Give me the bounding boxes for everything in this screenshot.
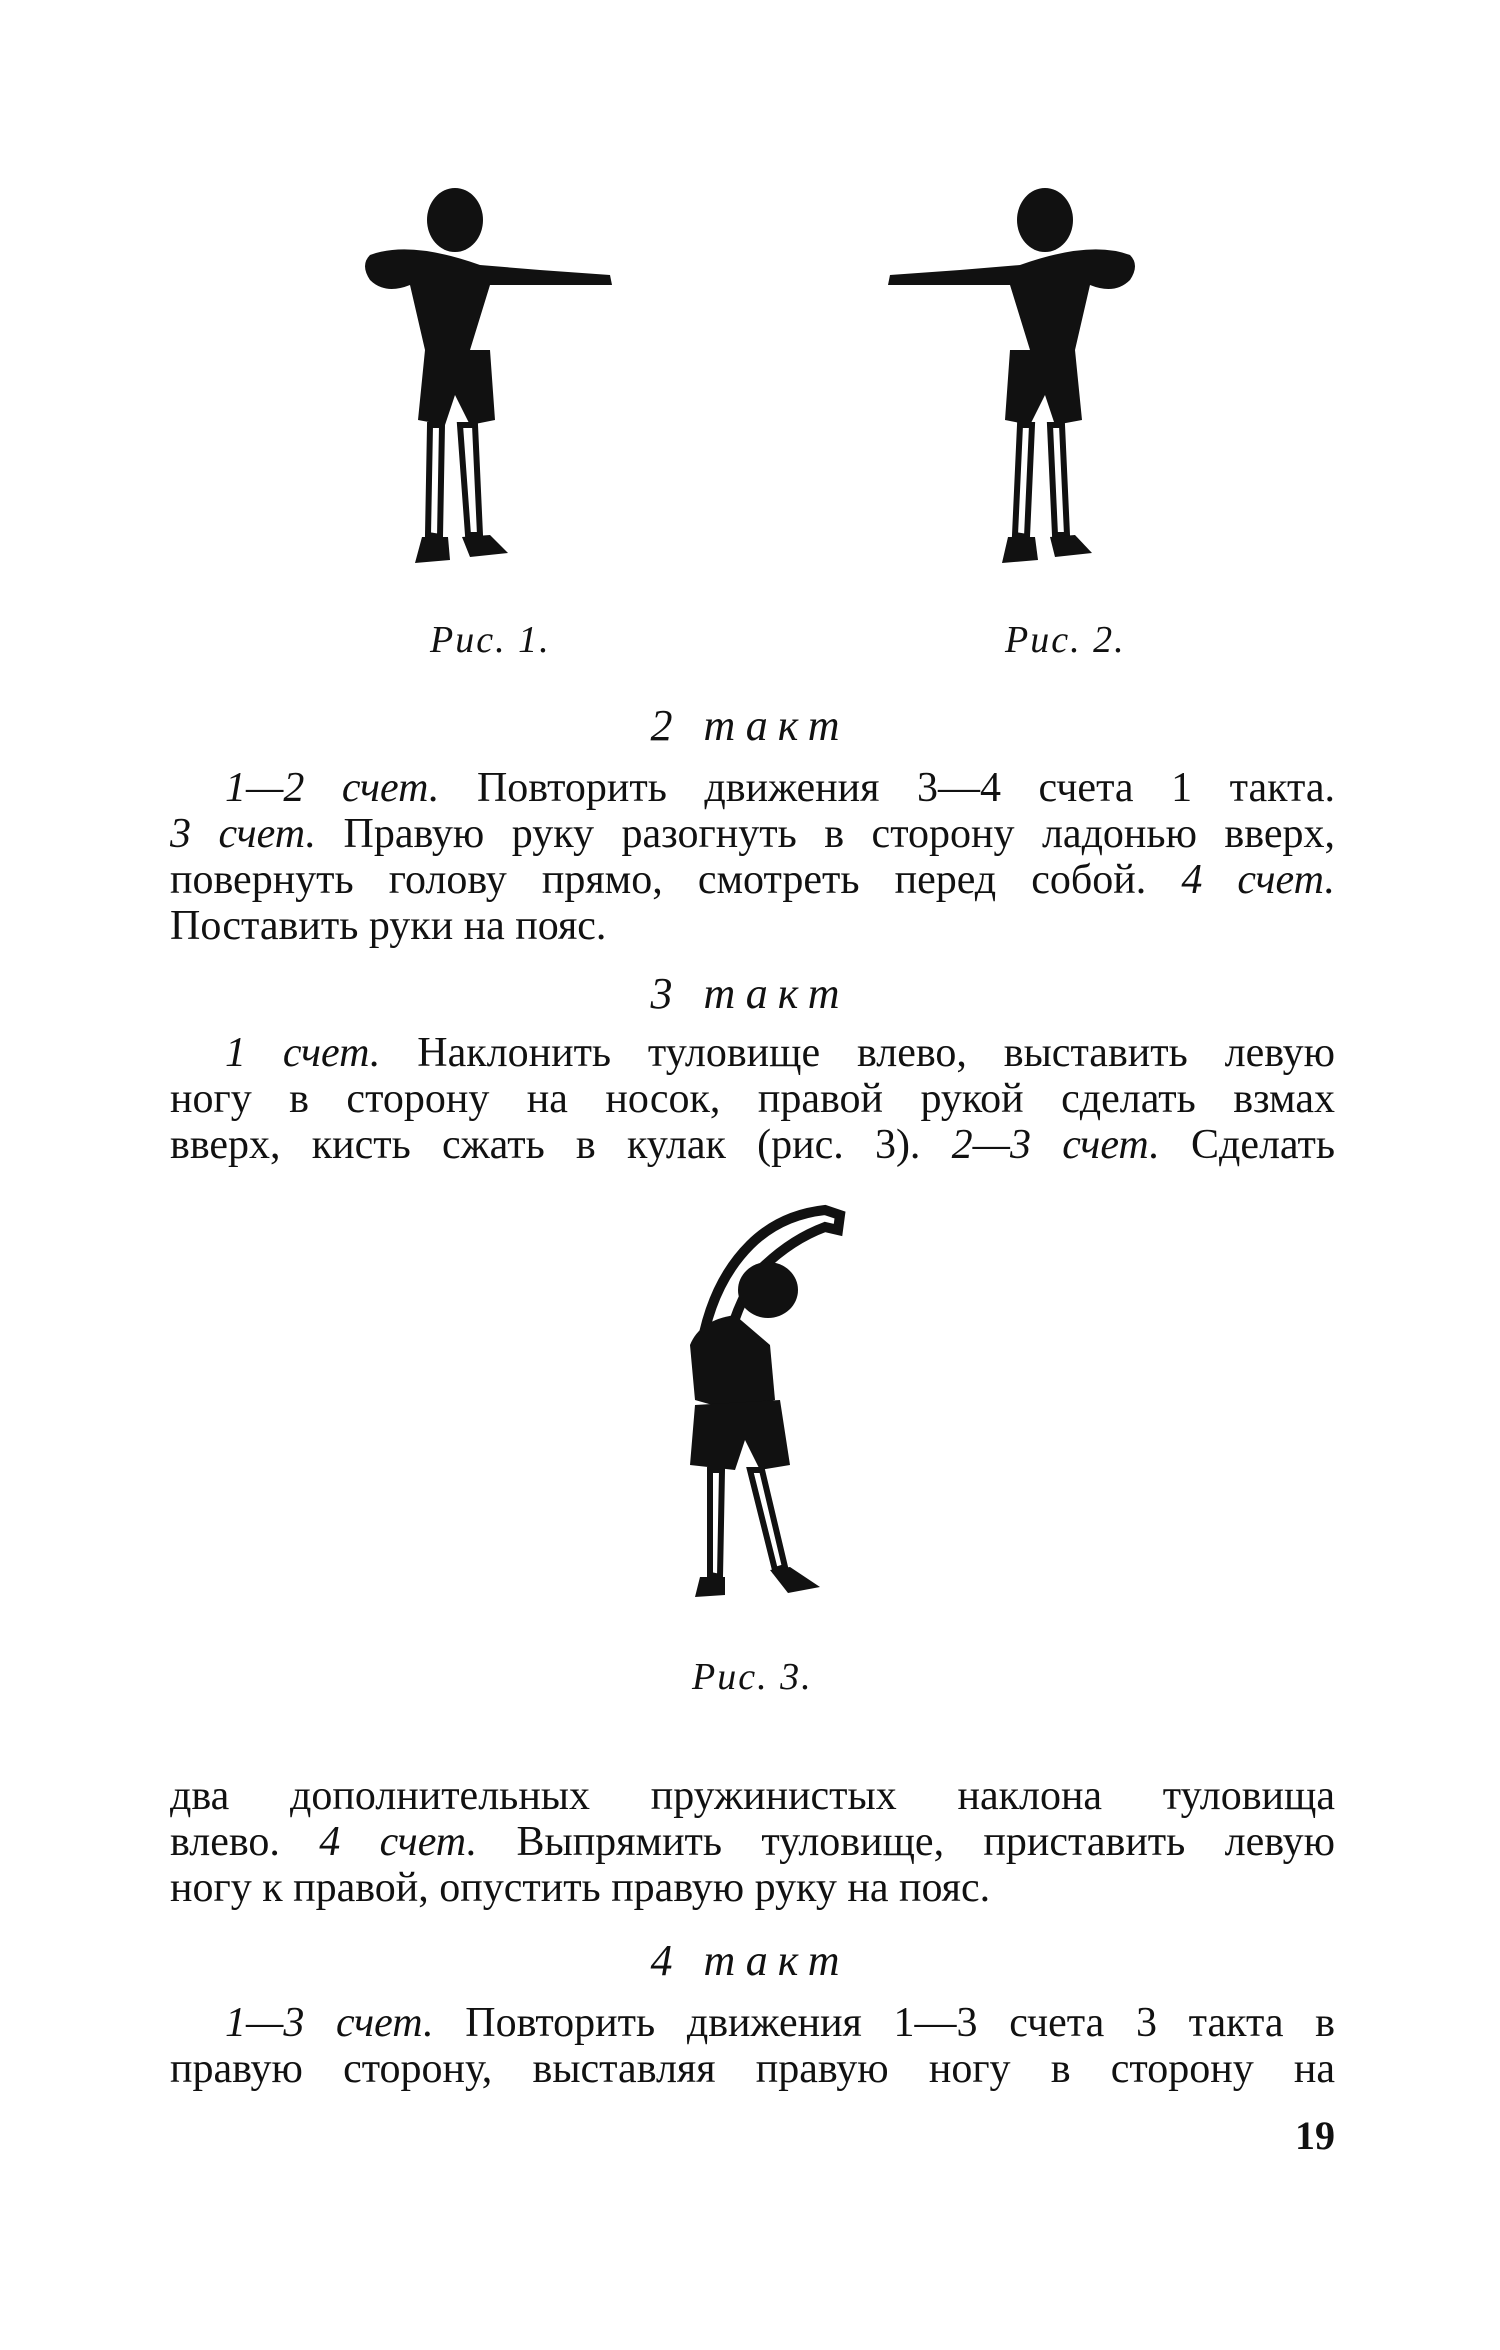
takt-3-paragraph xyxy=(170,1030,1335,1168)
takt-4-heading: 4 такт xyxy=(650,1936,850,1985)
paragraph-line: 1—3 счет. Повторить движения 1—3 счета 3 такта в xyxy=(225,2000,1335,2046)
takt-3-continuation xyxy=(170,1773,1335,1911)
takt-3-heading: 3 такт xyxy=(650,969,850,1018)
figure-side-bend-icon xyxy=(640,1195,880,1625)
takt-4-paragraph xyxy=(170,2000,1335,2092)
page-number: 19 xyxy=(1295,2113,1335,2158)
figure-arms-out-icon xyxy=(330,185,630,600)
paragraph-line: ногу к правой, опустить правую руку на пояс. xyxy=(170,1865,991,1911)
figure-1-caption: Рис. 1. xyxy=(430,619,551,661)
paragraph-line: 1 счет. Наклонить туловище влево, выставить левую xyxy=(225,1030,1335,1076)
paragraph-line: влево. 4 счет. Выпрямить туловище, приставить левую xyxy=(170,1819,1336,1865)
figure-3-illustration xyxy=(640,1195,880,1625)
paragraph-line: Поставить руки на пояс. xyxy=(170,903,607,949)
paragraph-line: ногу в сторону на носок, правой рукой сделать взмах xyxy=(170,1076,1335,1122)
paragraph-line: 3 счет. Правую руку разогнуть в сторону ладонью вверх, xyxy=(170,811,1335,857)
paragraph-line: 1—2 счет. Повторить движения 3—4 счета 1 такта. xyxy=(225,765,1335,811)
figure-1-illustration xyxy=(330,185,630,600)
figure-arms-out-icon xyxy=(870,185,1170,600)
paragraph-line: вверх, кисть сжать в кулак (рис. 3). 2—3 счет. Сделать xyxy=(170,1122,1335,1168)
takt-2-heading: 2 такт xyxy=(650,701,850,750)
takt-2-paragraph xyxy=(170,765,1335,949)
paragraph-line: два дополнительных пружинистых наклона туловища xyxy=(170,1773,1335,1819)
figure-2-caption: Рис. 2. xyxy=(1005,619,1126,661)
paragraph-line: правую сторону, выставляя правую ногу в сторону на xyxy=(170,2046,1335,2092)
figure-3-caption: Рис. 3. xyxy=(692,1656,813,1698)
paragraph-line: повернуть голову прямо, смотреть перед собой. 4 счет. xyxy=(170,857,1335,903)
figure-2-illustration xyxy=(870,185,1170,600)
